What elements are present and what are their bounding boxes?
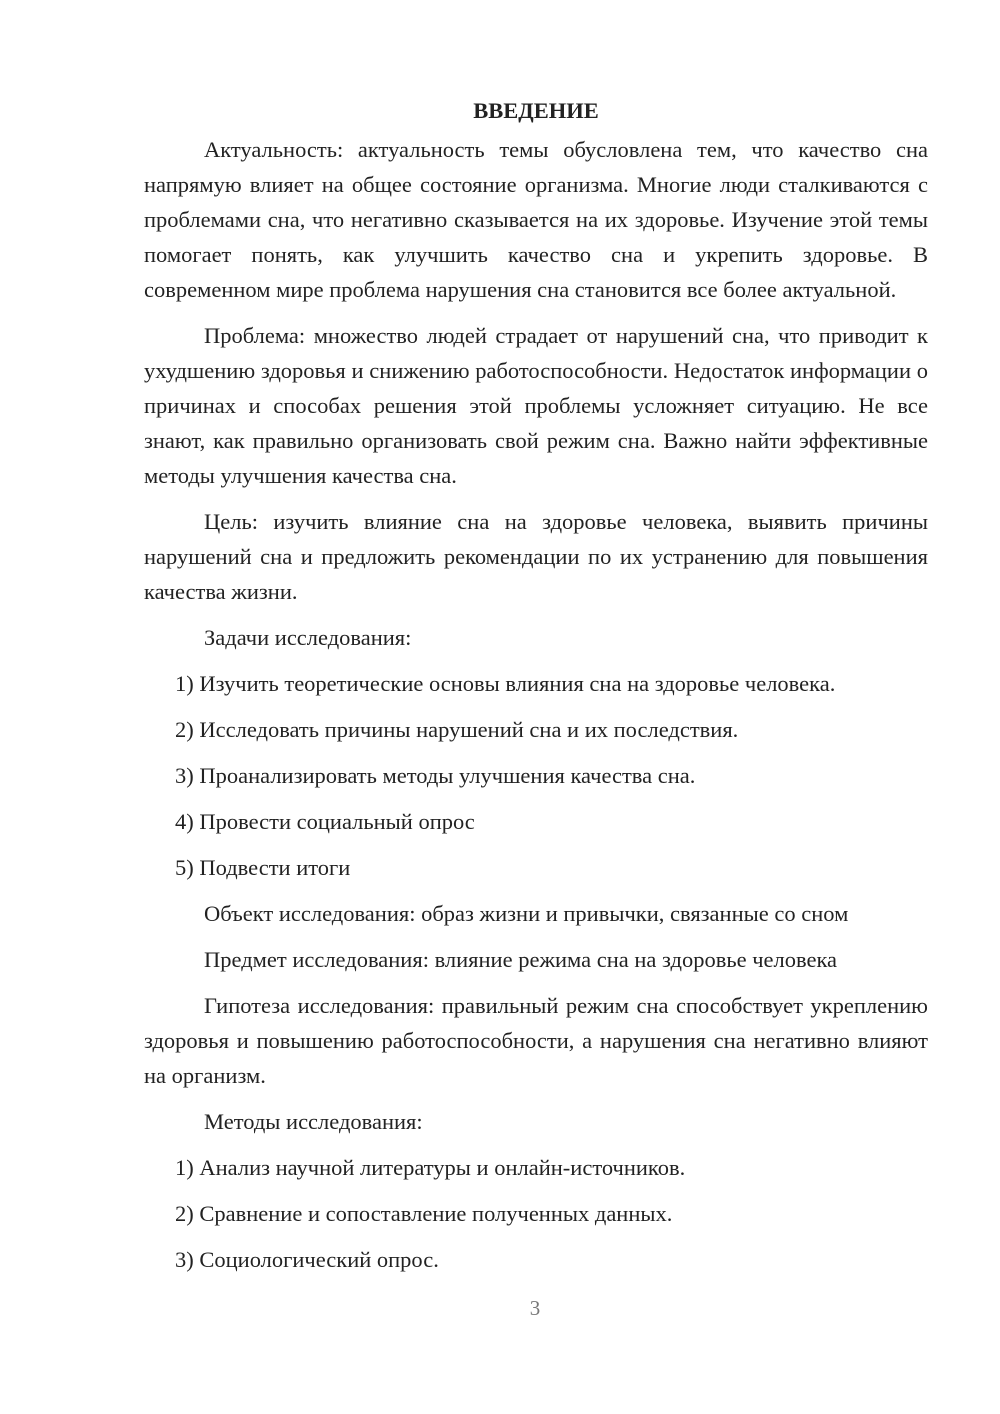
- goal-paragraph: Цель: изучить влияние сна на здоровье человека, выявить причины нарушений сна и предложить рекомендации по их устранению для повышения качества жизни.: [144, 509, 928, 604]
- task-item: 3) Проанализировать методы улучшения качества сна.: [175, 763, 696, 788]
- method-item: 3) Социологический опрос.: [175, 1247, 439, 1272]
- method-item: 2) Сравнение и сопоставление полученных данных.: [175, 1201, 673, 1226]
- task-item: 5) Подвести итоги: [175, 855, 351, 880]
- page-title: ВВЕДЕНИЕ: [473, 98, 599, 123]
- page-content: [144, 92, 928, 1288]
- tasks-heading: Задачи исследования:: [204, 625, 412, 650]
- task-item: 4) Провести социальный опрос: [175, 809, 475, 834]
- relevance-paragraph: Актуальность: актуальность темы обусловлена тем, что качество сна напрямую влияет на общее состояние организма. Многие люди сталкиваются с проблемами сна, что негативно сказывается на их здоровье. Изучение этой темы помогает понять, как улучшить качество сна и укрепить здоровье. В современном мире проблема нарушения сна становится все более актуальной.: [144, 137, 928, 302]
- hypothesis-paragraph: Гипотеза исследования: правильный режим сна способствует укреплению здоровья и повышению работоспособности, а нарушения сна негативно влияют на организм.: [144, 993, 928, 1088]
- methods-heading: Методы исследования:: [204, 1109, 423, 1134]
- task-item: 1) Изучить теоретические основы влияния сна на здоровье человека.: [175, 671, 836, 696]
- page-number: 3: [529, 1296, 541, 1320]
- object-paragraph: Объект исследования: образ жизни и привычки, связанные со сном: [204, 901, 849, 926]
- method-item: 1) Анализ научной литературы и онлайн-источников.: [175, 1155, 686, 1180]
- subject-paragraph: Предмет исследования: влияние режима сна на здоровье человека: [204, 947, 838, 972]
- problem-paragraph: Проблема: множество людей страдает от нарушений сна, что приводит к ухудшению здоровья и снижению работоспособности. Недостаток информации о причинах и способах решения этой проблемы усложняет ситуацию. Не все знают, как правильно организовать свой режим сна. Важно найти эффективные методы улучшения качества сна.: [144, 323, 928, 488]
- task-item: 2) Исследовать причины нарушений сна и их последствия.: [175, 717, 739, 742]
